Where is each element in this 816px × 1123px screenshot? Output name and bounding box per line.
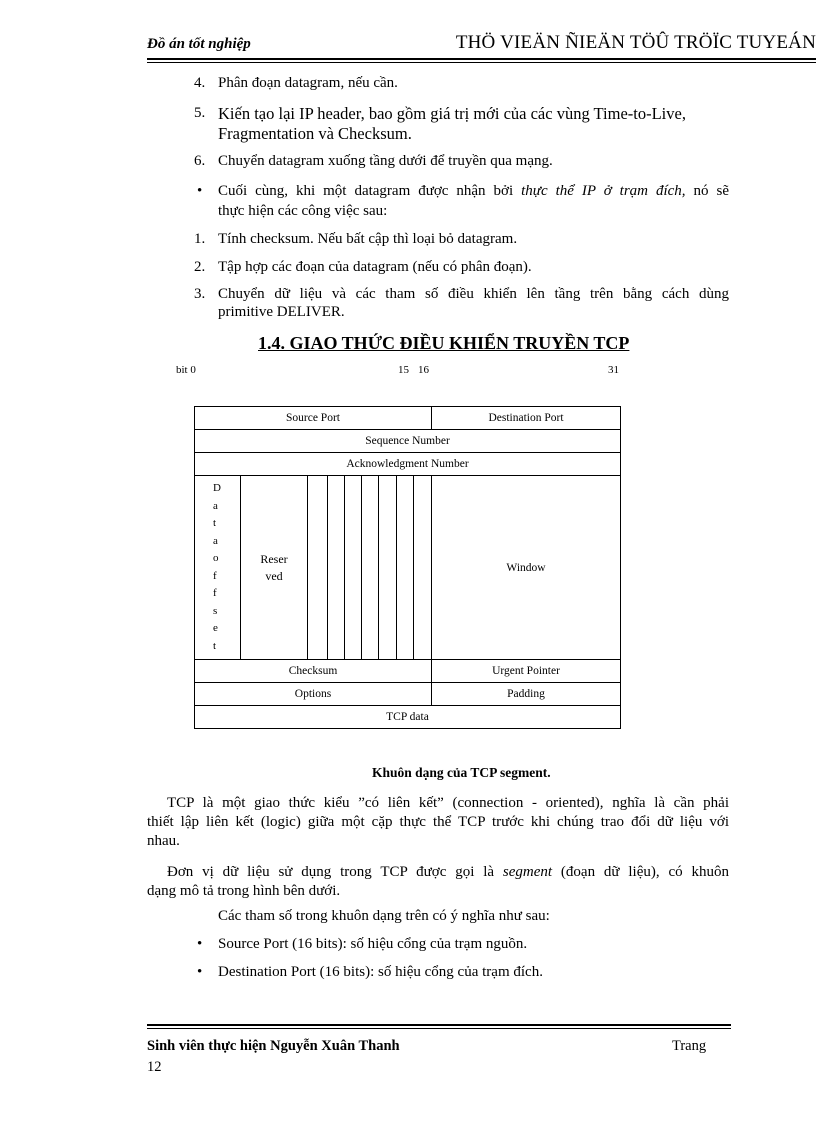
header-library-name: THÖ VIEÄN ÑIEÄN TÖÛ TRÖÏC TUYEÁN [455,32,816,53]
tcp-data-field: TCP data [195,706,621,729]
footer-author: Sinh viên thực hiện Nguyễn Xuân Thanh [147,1038,400,1054]
options-field: Options [195,683,432,706]
bit-label-16: 16 [418,364,429,376]
list-item: 1. Tính checksum. Nếu bất cập thì loại bỏ datagram. [194,231,518,247]
data-offset-field: D a t a o f f s e t [195,476,241,660]
header-title: Đồ án tốt nghiệp [147,36,251,52]
figure-caption: Khuôn dạng của TCP segment. [372,765,551,780]
checksum-field: Checksum [195,660,432,683]
tcp-segment-diagram [194,406,621,729]
footer-page-label: Trang [672,1038,707,1054]
bullet-icon: • [197,183,203,199]
footer-page-number: 12 [147,1059,162,1075]
list-item: 4. Phân đoạn datagram, nếu cần. [194,75,398,91]
list-item: 3. Chuyển dữ liệu và các tham số điều khiển lên tầng trên bằng cách dùng primitive DELIVER. [194,286,729,320]
bullet-item: • Destination Port (16 bits): số hiệu cổng của trạm đích. [197,964,543,980]
source-port-field: Source Port [195,407,432,430]
bullet-icon: • [197,964,203,980]
paragraph: TCP là một giao thức kiểu ”có liên kết” (connection - oriented), nghĩa là cần phải thiết lập liên kết (logic) giữa một cặp thực thể TCP trước khi chúng trao đổi dữ liệu với nhau. [147,795,729,849]
flag-bit [397,476,414,660]
footer-rule-thin [147,1028,731,1029]
flag-bit [379,476,397,660]
footer-rule [147,1024,731,1026]
reserved-field: Reser ved [241,476,308,660]
flag-bit [362,476,379,660]
urgent-pointer-field: Urgent Pointer [432,660,621,683]
bullet-icon: • [197,936,203,952]
flag-bit [328,476,345,660]
paragraph: Các tham số trong khuôn dạng trên có ý nghĩa như sau: [218,908,550,924]
bullet-item: • Source Port (16 bits): số hiệu cổng của trạm nguồn. [197,936,528,952]
ack-number-field: Acknowledgment Number [195,453,621,476]
sequence-number-field: Sequence Number [195,430,621,453]
flag-bit [308,476,328,660]
flag-bit [345,476,362,660]
destination-port-field: Destination Port [432,407,621,430]
bullet-intro: • Cuối cùng, khi một datagram được nhận bởi thực thể IP ở trạm đích, nó sẽ thực hiện các công việc sau: [197,183,729,219]
list-item: 2. Tập hợp các đoạn của datagram (nếu có phân đoạn). [194,259,532,275]
list-item: 5. Kiến tạo lại IP header, bao gồm giá trị mới của các vùng Time-to-Live, Fragmentation và Checksum. [194,104,686,143]
bit-label-15: 15 [398,364,409,376]
header-rule [147,58,816,60]
padding-field: Padding [432,683,621,706]
list-item: 6. Chuyển datagram xuống tầng dưới để truyền qua mạng. [194,153,553,169]
paragraph: Đơn vị dữ liệu sử dụng trong TCP được gọi là segment (đoạn dữ liệu), có khuôn dạng mô tả trong hình bên dưới. [147,864,729,899]
flag-bit [414,476,432,660]
section-heading: 1.4. GIAO THỨC ĐIỀU KHIỂN TRUYỀN TCP [258,333,630,353]
window-field: Window [432,476,621,660]
bit-label-31: 31 [608,364,619,376]
bit-label-0: bit 0 [176,364,196,376]
header-rule-thin [147,62,816,63]
